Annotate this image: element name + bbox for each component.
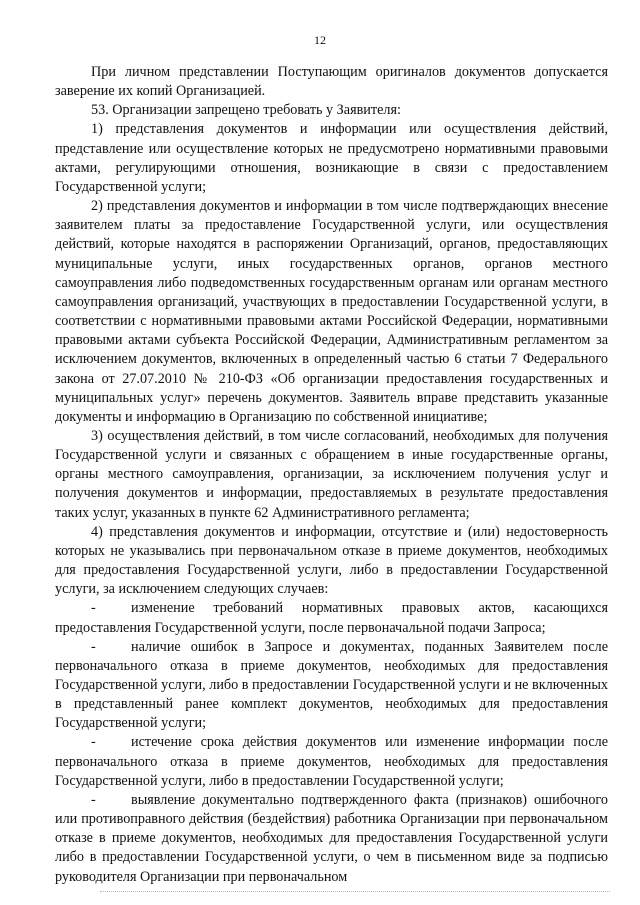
paragraph: 2) представления документов и информации в том числе подтверждающих внесение заявителем платы за предоставление Государственной услуги, или осуществления действий, которые находятся в распоряжении Организаций, органов, предоставляющих муниципальные услуги, иных государственных органов, органов местного самоуправления либо подведомственных государственным органам или органам местного самоуправления организаций, участвующих в предоставлении Государственной услуги, в соответствии с нормативными правовыми актами Российской Федерации, нормативными правовыми актами субъекта Российской Федерации, Административным регламентом за исключением документов, включенных в определенный частью 6 статьи 7 Федерального закона от 27.07.2010 № 210-ФЗ «Об организации предоставления государственных и муниципальных услуг» перечень документов. Заявитель вправе представить указанные документы и информацию в Организацию по собственной инициативе; xyxy=(55,198,608,425)
list-dash: - xyxy=(91,734,96,751)
paragraph: 4) представления документов и информации, отсутствие и (или) недостоверность которых не указывались при первоначальном отказе в приеме документов, необходимых для предоставления Государственной услуги, либо в предоставлении Государственной услуги, за исключением следующих случаев: xyxy=(55,523,608,598)
list-dash: - xyxy=(91,791,96,808)
list-item xyxy=(55,638,608,734)
page-number: 12 xyxy=(314,33,326,47)
list-dash: - xyxy=(91,600,96,617)
list-item-text: изменение требований нормативных правовых актов, касающихся предоставления Государственной услуги, после первоначальной подачи Запроса; xyxy=(55,600,608,636)
list-item xyxy=(55,791,608,887)
paragraph: 53. Организации запрещено требовать у Заявителя: xyxy=(91,102,401,119)
list-item xyxy=(55,733,608,790)
paragraph: 3) осуществления действий, в том числе согласований, необходимых для получения Государственной услуги и связанных с обращением в иные государственные органы, органы местного самоуправления, организации, за исключением получения услуг и получения документов и информации, предоставляемых в результате предоставления таких услуг, указанных в пункте 62 Административного регламента; xyxy=(55,427,608,521)
document-body xyxy=(55,63,608,887)
list-item-text: выявление документально подтвержденного факта (признаков) ошибочного или противоправного действия (бездействия) работника Организации при первоначальном отказе в приеме документов, необходимых для предоставления Государственной услуги либо в предоставлении Государственной услуги, о чем в письменном виде за подписью руководителя Организации при первоначальном xyxy=(55,791,608,885)
paragraph: 1) представления документов и информации или осуществления действий, представление или осуществление которых не предусмотрено нормативными правовыми актами, регулирующими отношения, возникающие в связи с предоставлением Государственной услуги; xyxy=(55,121,608,195)
list-item-text: истечение срока действия документов или изменение информации после первоначального отказа в приеме документов, необходимых для предоставления Государственной услуги, либо в предоставлении Государственной услуги; xyxy=(55,734,608,789)
list-item xyxy=(55,599,608,637)
paragraph: При личном представлении Поступающим оригиналов документов допускается заверение их копий Организацией. xyxy=(55,64,608,100)
scan-artifact-line xyxy=(100,891,610,893)
list-item-text: наличие ошибок в Запросе и документах, поданных Заявителем после первоначального отказа в приеме документов, необходимых для предоставления Государственной услуги, либо в предоставлении Государственной услуги и не включенных в представленный ранее комплект документов, необходимых для предоставления Государственной услуги; xyxy=(55,638,608,732)
list-dash: - xyxy=(91,638,96,655)
